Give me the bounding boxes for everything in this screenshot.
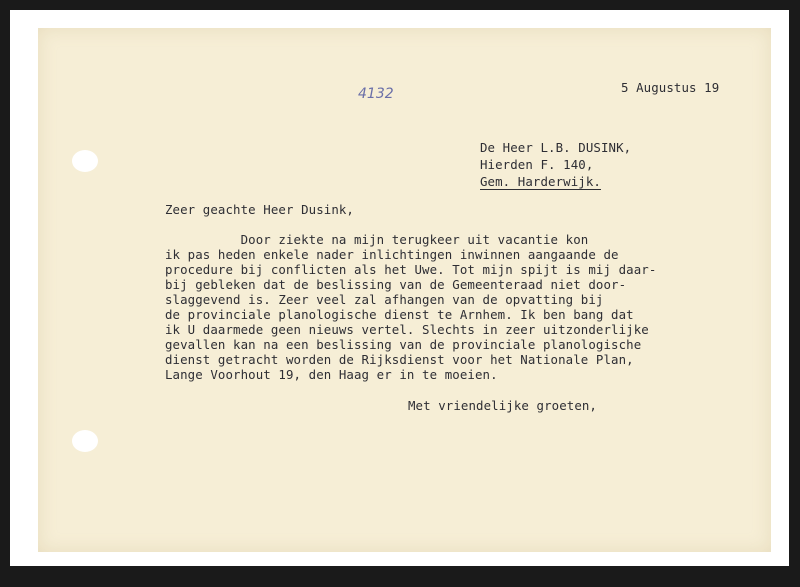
body-line: slaggevend is. Zeer veel zal afhangen van de opvatting bij bbox=[165, 292, 604, 307]
body-line: ik U daarmede geen nieuws vertel. Slechts in zeer uitzonderlijke bbox=[165, 322, 649, 337]
body-line: procedure bij conflicten als het Uwe. Tot mijn spijt is mij daar- bbox=[165, 262, 657, 277]
scan-mount bbox=[10, 10, 789, 566]
body-line: ik pas heden enkele nader inlichtingen inwinnen aangaande de bbox=[165, 247, 619, 262]
recipient-municipality: Gem. Harderwijk. bbox=[480, 174, 601, 189]
letter-date: 5 Augustus 19 bbox=[621, 80, 720, 95]
closing: Met vriendelijke groeten, bbox=[408, 398, 597, 413]
salutation: Zeer geachte Heer Dusink, bbox=[165, 202, 354, 217]
letter-body bbox=[165, 232, 656, 382]
body-line: gevallen kan na een beslissing van de provinciale planologische bbox=[165, 337, 642, 352]
body-line: Door ziekte na mijn terugkeer uit vacantie kon bbox=[165, 232, 589, 247]
body-line: Lange Voorhout 19, den Haag er in te moeien. bbox=[165, 367, 498, 382]
body-line: bij gebleken dat de beslissing van de Gemeenteraad niet door- bbox=[165, 277, 627, 292]
letter-page bbox=[38, 28, 771, 552]
body-line: de provinciale planologische dienst te Arnhem. Ik ben bang dat bbox=[165, 307, 634, 322]
body-line: dienst getracht worden de Rijksdienst voor het Nationale Plan, bbox=[165, 352, 634, 367]
punch-hole-top bbox=[72, 150, 98, 172]
punch-hole-bottom bbox=[72, 430, 98, 452]
handwritten-reference: 4132 bbox=[358, 86, 394, 102]
recipient-name: De Heer L.B. DUSINK, bbox=[480, 140, 632, 155]
recipient-address: Hierden F. 140, bbox=[480, 157, 594, 172]
